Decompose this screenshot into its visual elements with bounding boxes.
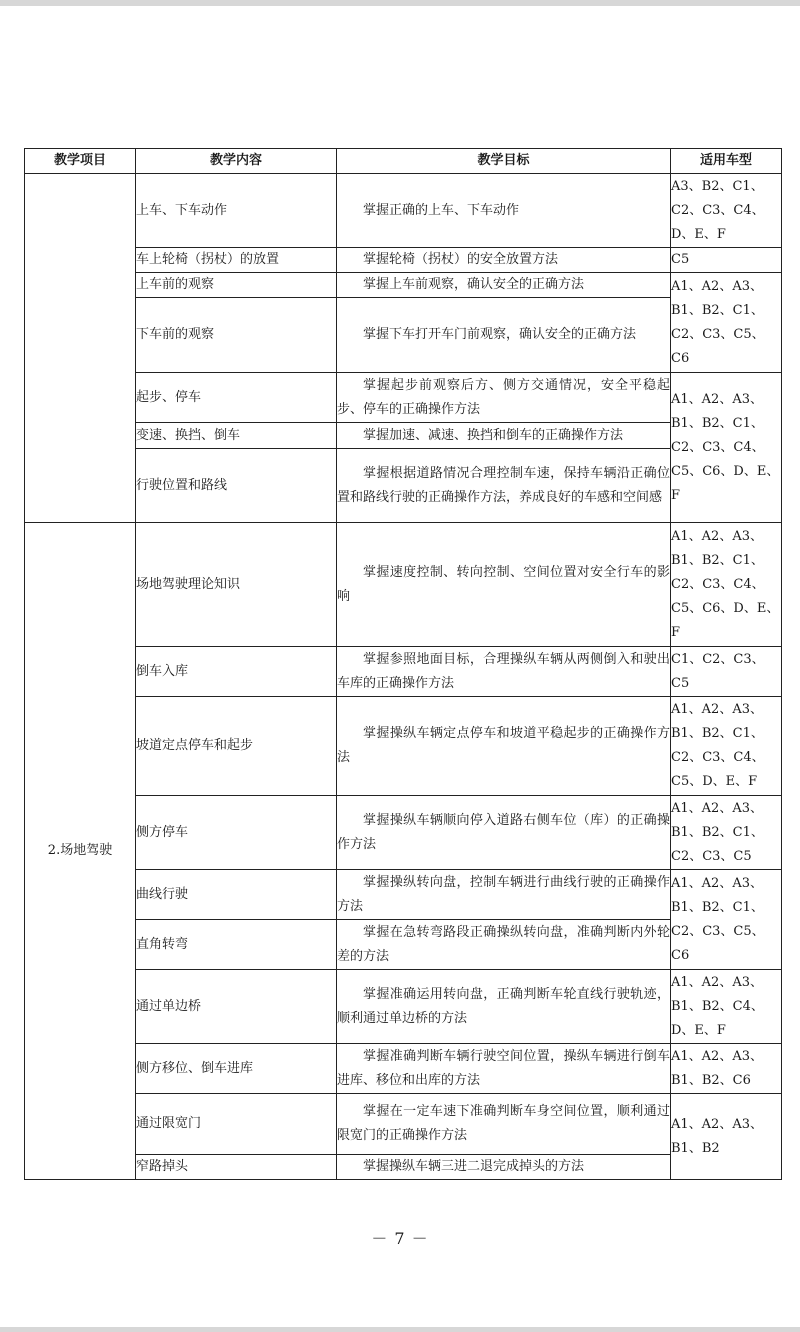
header-project: 教学项目 (25, 149, 136, 174)
vehicle-text: A3、B2、C1、C2、C3、C4、D、E、F (671, 178, 765, 242)
goal-cell (337, 174, 671, 248)
content-cell: 下车前的观察 (136, 298, 337, 373)
table-row (25, 174, 782, 248)
goal-cell (337, 298, 671, 373)
goal-cell (337, 796, 671, 870)
goal-text: 掌握准确判断车辆行驶空间位置，操纵车辆进行倒车进库、移位和出库的方法 (337, 1048, 670, 1088)
goal-text: 掌握操纵车辆顺向停入道路右侧车位（库）的正确操作方法 (337, 812, 670, 852)
content-cell: 车上轮椅（拐杖）的放置 (136, 248, 337, 273)
vehicle-text: C1、C2、C3、C5 (671, 651, 765, 691)
vehicle-cell (671, 248, 782, 273)
vehicle-text: A1、A2、A3、B1、B2、C6 (671, 1048, 763, 1088)
goal-cell (337, 423, 671, 449)
header-goal: 教学目标 (337, 149, 671, 174)
table-row (25, 870, 782, 920)
vehicle-cell (671, 970, 782, 1044)
goal-text: 掌握起步前观察后方、侧方交通情况，安全平稳起步、停车的正确操作方法 (337, 377, 670, 417)
vehicle-cell (671, 647, 782, 697)
vehicle-cell (671, 697, 782, 796)
top-edge (0, 0, 800, 6)
vehicle-text: A1、A2、A3、B1、B2、C4、D、E、F (671, 974, 764, 1038)
goal-cell (337, 1155, 671, 1180)
vehicle-text: A1、A2、A3、B1、B2、C1、C2、C3、C5、C6 (671, 875, 765, 963)
vehicle-text: A1、A2、A3、B1、B2、C1、C2、C3、C4、C5、C6、D、E、F (671, 528, 780, 640)
goal-cell (337, 1094, 671, 1155)
table-row (25, 248, 782, 273)
goal-text: 掌握正确的上车、下车动作 (363, 202, 520, 218)
vehicle-cell (671, 1044, 782, 1094)
vehicle-text: A1、A2、A3、B1、B2、C1、C2、C3、C4、C5、D、E、F (671, 702, 765, 789)
goal-text: 掌握根据道路情况合理控制车速，保持车辆沿正确位置和路线行驶的正确操作方法，养成良好的车感和空间感 (337, 465, 670, 505)
content-cell: 行驶位置和路线 (136, 449, 337, 523)
vehicle-cell (671, 1094, 782, 1180)
header-row (25, 149, 782, 174)
table-row (25, 298, 782, 373)
goal-cell (337, 523, 671, 647)
table-row (25, 970, 782, 1044)
goal-text: 掌握操纵车辆定点停车和坡道平稳起步的正确操作方法 (337, 726, 670, 765)
table-row (25, 647, 782, 697)
content-cell: 侧方移位、倒车进库 (136, 1044, 337, 1094)
goal-text: 掌握操纵转向盘，控制车辆进行曲线行驶的正确操作方法 (337, 874, 670, 914)
content-cell: 倒车入库 (136, 647, 337, 697)
goal-text: 掌握下车打开车门前观察，确认安全的正确方法 (363, 327, 637, 342)
vehicle-cell (671, 174, 782, 248)
content-cell: 变速、换挡、倒车 (136, 423, 337, 449)
table-row (25, 423, 782, 449)
table-row (25, 796, 782, 870)
goal-text: 掌握速度控制、转向控制、空间位置对安全行车的影响 (337, 564, 670, 604)
page-number: － 7 － (371, 1229, 429, 1248)
goal-text: 掌握加速、减速、换挡和倒车的正确操作方法 (363, 427, 624, 443)
goal-text: 掌握操纵车辆三进二退完成掉头的方法 (363, 1159, 585, 1174)
table-row (25, 697, 782, 796)
content-cell: 窄路掉头 (136, 1155, 337, 1180)
vehicle-cell (671, 273, 782, 373)
vehicle-text: C5 (671, 252, 690, 267)
goal-cell (337, 870, 671, 920)
vehicle-cell (671, 870, 782, 970)
goal-cell (337, 248, 671, 273)
goal-cell (337, 697, 671, 796)
vehicle-text: A1、A2、A3、B1、B2、C1、C2、C3、C4、C5、C6、D、E、F (671, 391, 780, 503)
table-row (25, 449, 782, 523)
goal-cell (337, 1044, 671, 1094)
table-row (25, 273, 782, 298)
vehicle-text: A1、A2、A3、B1、B2 (671, 1116, 763, 1156)
table-row (25, 920, 782, 970)
goal-text: 掌握在一定车速下准确判断车身空间位置，顺利通过限宽门的正确操作方法 (337, 1104, 670, 1143)
table-row (25, 373, 782, 423)
content-cell: 直角转弯 (136, 920, 337, 970)
curriculum-table (24, 148, 782, 1180)
content-cell: 通过单边桥 (136, 970, 337, 1044)
goal-text: 掌握上车前观察，确认安全的正确方法 (363, 277, 585, 292)
goal-text: 掌握准确运用转向盘，正确判断车轮直线行驶轨迹，顺利通过单边桥的方法 (337, 986, 670, 1026)
header-content: 教学内容 (136, 149, 337, 174)
header-vehicle: 适用车型 (671, 149, 782, 174)
table-row (25, 1094, 782, 1155)
content-cell: 坡道定点停车和起步 (136, 697, 337, 796)
content-cell: 侧方停车 (136, 796, 337, 870)
goal-cell (337, 373, 671, 423)
goal-cell (337, 647, 671, 697)
content-cell: 场地驾驶理论知识 (136, 523, 337, 647)
table-row (25, 523, 782, 647)
bottom-edge (0, 1327, 800, 1332)
content-cell: 上车、下车动作 (136, 174, 337, 248)
section1-project-cell (25, 174, 136, 523)
vehicle-cell (671, 373, 782, 523)
vehicle-cell (671, 523, 782, 647)
goal-text: 掌握轮椅（拐杖）的安全放置方法 (363, 252, 559, 267)
goal-text: 掌握在急转弯路段正确操纵转向盘，准确判断内外轮差的方法 (337, 924, 670, 964)
table-row (25, 1044, 782, 1094)
goal-text: 掌握参照地面目标，合理操纵车辆从两侧倒入和驶出车库的正确操作方法 (337, 651, 670, 691)
goal-cell (337, 970, 671, 1044)
goal-cell (337, 920, 671, 970)
vehicle-cell (671, 796, 782, 870)
content-cell: 通过限宽门 (136, 1094, 337, 1155)
goal-cell (337, 273, 671, 298)
section2-project-cell: 2.场地驾驶 (25, 523, 136, 1180)
vehicle-text: A1、A2、A3、B1、B2、C1、C2、C3、C5、C6 (671, 278, 765, 366)
vehicle-text: A1、A2、A3、B1、B2、C1、C2、C3、C5 (671, 800, 764, 864)
content-cell: 上车前的观察 (136, 273, 337, 298)
table-row (25, 1155, 782, 1180)
goal-cell (337, 449, 671, 523)
content-cell: 起步、停车 (136, 373, 337, 423)
content-cell: 曲线行驶 (136, 870, 337, 920)
